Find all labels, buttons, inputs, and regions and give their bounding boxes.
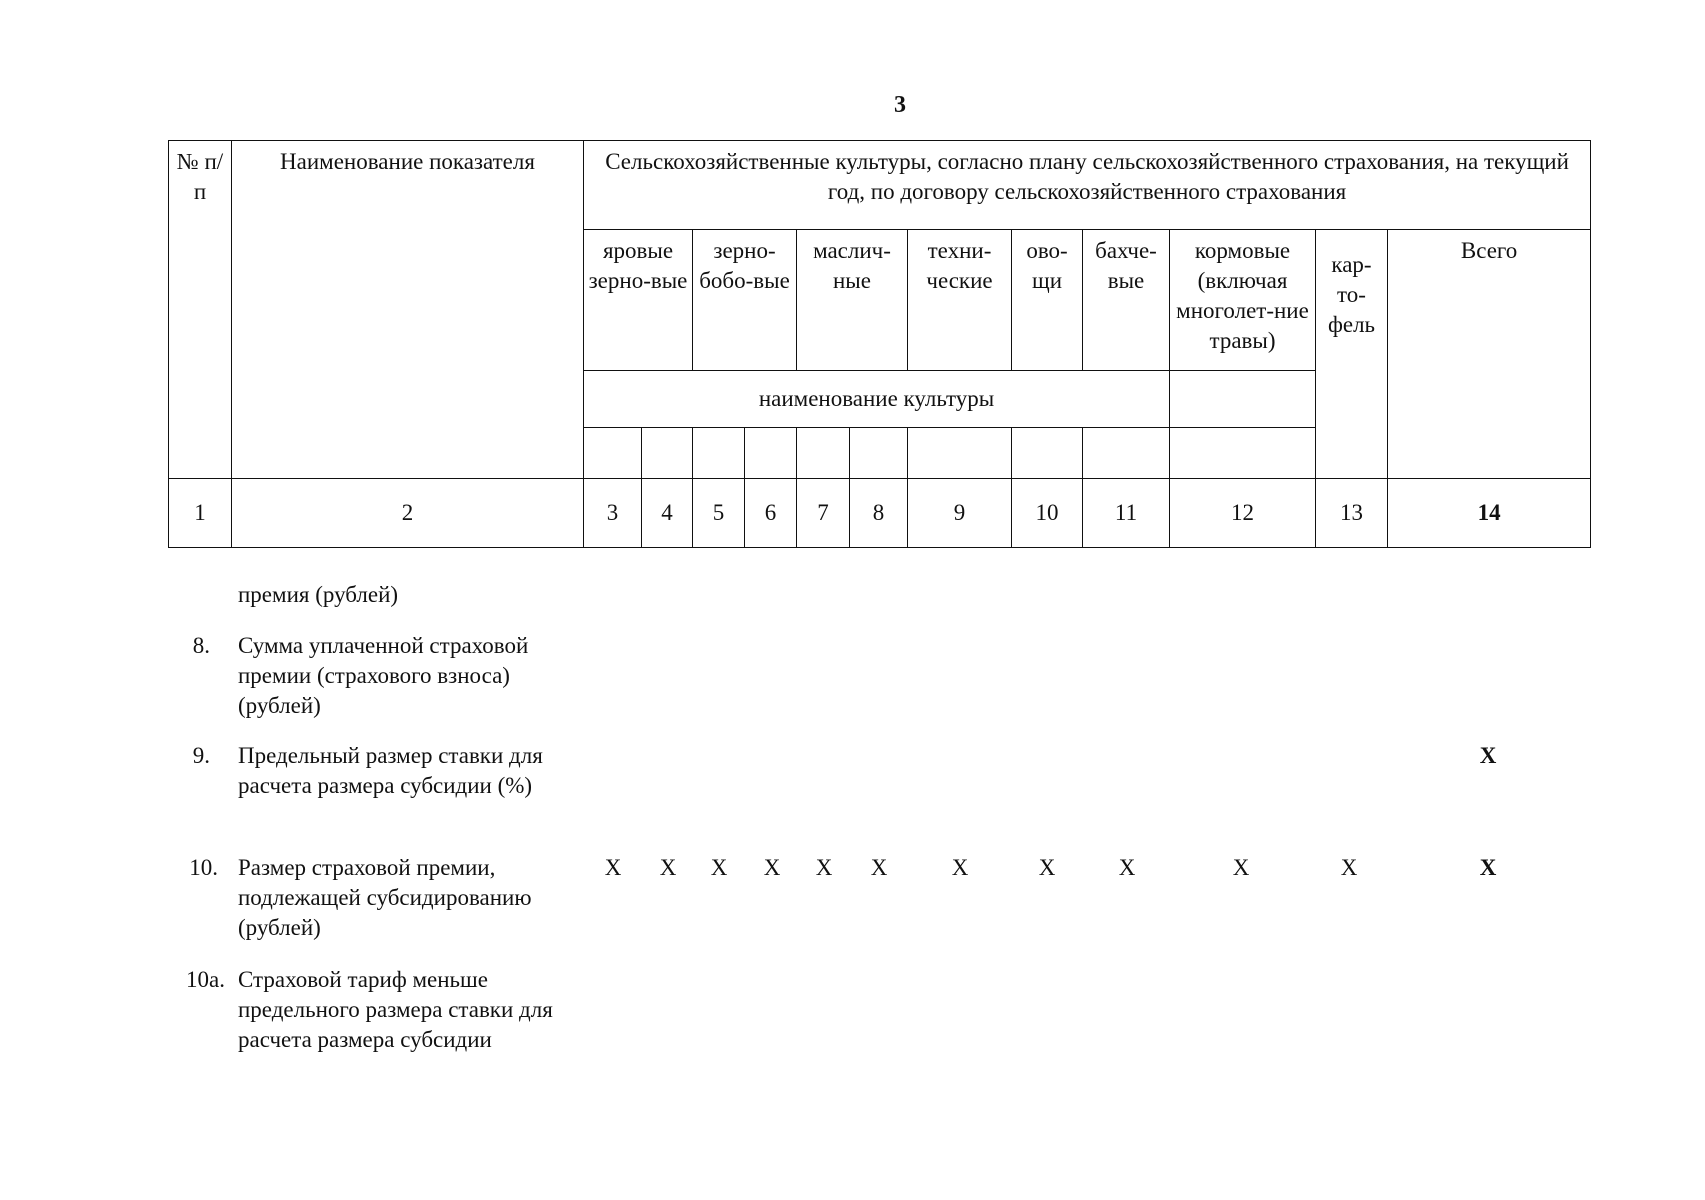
- crop-melons: бахче-вые: [1083, 230, 1170, 371]
- x-mark: X: [659, 855, 677, 880]
- col-number: 10: [1012, 479, 1083, 548]
- crop-vegetables: ово-щи: [1012, 230, 1083, 371]
- col-number: 3: [584, 479, 642, 548]
- col-number: 1: [169, 479, 232, 548]
- row-label: премия (рублей): [238, 582, 399, 607]
- col-number: 5: [693, 479, 745, 548]
- col-number: 4: [642, 479, 693, 548]
- x-mark: X: [1232, 855, 1250, 880]
- x-mark: X: [951, 855, 969, 880]
- x-mark: X: [1479, 855, 1497, 880]
- crops-title: Сельскохозяйственные культуры, согласно плану сельскохозяйственного страхования, на текущий год, по договору сельскохозяйственного страхования: [584, 141, 1591, 230]
- row-label: Страховой тариф меньше предельного размера ставки для расчета размера субсидии: [238, 967, 553, 1052]
- col-number: 7: [797, 479, 850, 548]
- col-number: 13: [1316, 479, 1388, 548]
- x-mark: X: [1479, 743, 1497, 768]
- x-mark: X: [1118, 855, 1136, 880]
- x-mark: X: [815, 855, 833, 880]
- crop-fodder: кормовые (включая многолет-ние травы): [1170, 230, 1316, 371]
- col-number: 2: [232, 479, 584, 548]
- row-label: Размер страховой премии, подлежащей субсидированию (рублей): [238, 855, 532, 940]
- x-mark: X: [1340, 855, 1358, 880]
- x-mark: X: [1038, 855, 1056, 880]
- crop-spring-grain: яровые зерно-вые: [584, 230, 693, 371]
- crop-legumes: зерно-бобо-вые: [693, 230, 797, 371]
- col-number: 14: [1388, 479, 1591, 548]
- col-name-header: Наименование показателя: [232, 141, 584, 479]
- page-number: 3: [894, 92, 906, 118]
- col-num-header: № п/п: [169, 141, 232, 479]
- x-mark: X: [604, 855, 622, 880]
- x-mark: X: [870, 855, 888, 880]
- crop-name-label: наименование культуры: [584, 371, 1170, 428]
- col-number: 6: [745, 479, 797, 548]
- crop-total: Всего: [1388, 230, 1591, 479]
- col-number: 11: [1083, 479, 1170, 548]
- row-label: Предельный размер ставки для расчета размера субсидии (%): [238, 743, 543, 798]
- row-label: Сумма уплаченной страховой премии (страхового взноса) (рублей): [238, 633, 529, 718]
- row-number: 10а.: [186, 967, 225, 992]
- col-number: 9: [908, 479, 1012, 548]
- row-number: 8.: [192, 633, 210, 658]
- x-mark: X: [763, 855, 781, 880]
- crop-technical: техни-ческие: [908, 230, 1012, 371]
- crop-oilseeds: маслич-ные: [797, 230, 908, 371]
- row-number: 10.: [189, 855, 218, 880]
- col-number: 8: [850, 479, 908, 548]
- row-number: 9.: [192, 743, 210, 768]
- col-number: 12: [1170, 479, 1316, 548]
- x-mark: X: [710, 855, 728, 880]
- crop-potato: кар-то-фель: [1316, 230, 1388, 479]
